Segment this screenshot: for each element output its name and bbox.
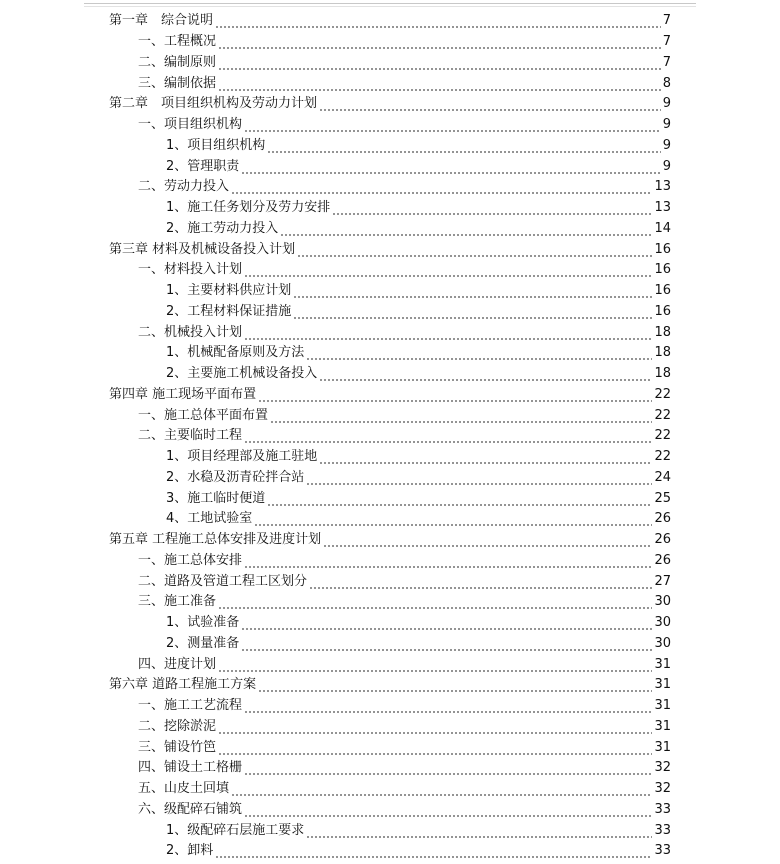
toc-section-entry[interactable] xyxy=(0,717,780,738)
toc-entry-title: 2、测量准备 xyxy=(166,635,240,651)
toc-page-number: 22 xyxy=(654,407,671,423)
toc-page-number: 9 xyxy=(662,158,671,174)
toc-page-number: 30 xyxy=(654,594,671,610)
toc-entry-title: 二、主要临时工程 xyxy=(138,428,243,444)
toc-entry-title: 四、进度计划 xyxy=(138,656,217,672)
toc-dot-leader xyxy=(306,468,652,488)
toc-subsection-entry[interactable] xyxy=(0,219,780,240)
toc-page-number: 22 xyxy=(654,449,671,465)
toc-chapter-entry[interactable] xyxy=(0,94,780,115)
toc-section-entry[interactable] xyxy=(0,571,780,592)
toc-dot-leader xyxy=(215,841,652,861)
toc-page-number: 26 xyxy=(654,532,671,548)
toc-page-number: 16 xyxy=(654,262,671,278)
toc-entry-title: 二、编制原则 xyxy=(138,54,217,70)
toc-page-number: 18 xyxy=(654,324,671,340)
toc-dot-leader xyxy=(323,530,652,550)
toc-subsection-entry[interactable] xyxy=(0,447,780,468)
toc-page-number: 22 xyxy=(654,428,671,444)
toc-section-entry[interactable] xyxy=(0,800,780,821)
toc-entry-title: 1、施工任务划分及劳力安排 xyxy=(166,200,331,216)
toc-page-number: 31 xyxy=(654,677,671,693)
toc-page-number: 24 xyxy=(654,469,671,485)
toc-dot-leader xyxy=(293,281,652,301)
toc-page-number: 32 xyxy=(654,760,671,776)
toc-entry-title: 1、机械配备原则及方法 xyxy=(166,345,305,361)
toc-page-number: 31 xyxy=(654,656,671,672)
toc-entry-title: 第三章 材料及机械设备投入计划 xyxy=(109,241,296,257)
toc-dot-leader xyxy=(270,406,652,426)
toc-section-entry[interactable] xyxy=(0,177,780,198)
toc-entry-title: 一、施工工艺流程 xyxy=(138,698,243,714)
toc-entry-title: 1、项目经理部及施工驻地 xyxy=(166,449,318,465)
toc-entry-title: 三、施工准备 xyxy=(138,594,217,610)
toc-entry-title: 第五章 工程施工总体安排及进度计划 xyxy=(109,532,322,548)
toc-dot-leader xyxy=(241,613,652,633)
toc-section-entry[interactable] xyxy=(0,322,780,343)
toc-entry-title: 1、试验准备 xyxy=(166,615,240,631)
toc-entry-title: 第六章 道路工程施工方案 xyxy=(109,677,257,693)
toc-dot-leader xyxy=(280,219,652,239)
toc-section-entry[interactable] xyxy=(0,53,780,74)
toc-page-number: 16 xyxy=(654,283,671,299)
toc-section-entry[interactable] xyxy=(0,779,780,800)
toc-page-number: 13 xyxy=(654,200,671,216)
toc-entry-title: 1、项目组织机构 xyxy=(166,137,266,153)
toc-dot-leader xyxy=(258,385,652,405)
table-of-contents xyxy=(0,11,780,862)
toc-entry-title: 二、机械投入计划 xyxy=(138,324,243,340)
toc-entry-title: 4、工地试验室 xyxy=(166,511,253,527)
toc-section-entry[interactable] xyxy=(0,696,780,717)
toc-chapter-entry[interactable] xyxy=(0,385,780,406)
toc-section-entry[interactable] xyxy=(0,426,780,447)
page-top-border-inner xyxy=(84,6,696,7)
toc-entry-title: 一、施工总体平面布置 xyxy=(138,407,269,423)
toc-chapter-entry[interactable] xyxy=(0,530,780,551)
toc-entry-title: 五、山皮土回填 xyxy=(138,781,230,797)
toc-page-number: 16 xyxy=(654,241,671,257)
toc-entry-title: 第一章 综合说明 xyxy=(109,13,214,29)
toc-page-number: 8 xyxy=(662,75,671,91)
toc-entry-title: 一、施工总体安排 xyxy=(138,552,243,568)
toc-chapter-entry[interactable] xyxy=(0,239,780,260)
toc-subsection-entry[interactable] xyxy=(0,613,780,634)
toc-page-number: 9 xyxy=(662,117,671,133)
toc-dot-leader xyxy=(241,157,660,177)
toc-section-entry[interactable] xyxy=(0,592,780,613)
toc-dot-leader xyxy=(332,198,652,218)
toc-page-number: 7 xyxy=(662,13,671,29)
toc-page-number: 33 xyxy=(654,822,671,838)
toc-dot-leader xyxy=(218,717,652,737)
toc-page-number: 33 xyxy=(654,843,671,859)
toc-subsection-entry[interactable] xyxy=(0,198,780,219)
toc-subsection-entry[interactable] xyxy=(0,156,780,177)
toc-section-entry[interactable] xyxy=(0,115,780,136)
toc-dot-leader xyxy=(241,634,652,654)
toc-page-number: 30 xyxy=(654,635,671,651)
toc-dot-leader xyxy=(244,696,652,716)
toc-entry-title: 第二章 项目组织机构及劳动力计划 xyxy=(109,96,318,112)
toc-subsection-entry[interactable] xyxy=(0,820,780,841)
toc-page-number: 30 xyxy=(654,615,671,631)
toc-entry-title: 1、级配碎石层施工要求 xyxy=(166,822,305,838)
toc-subsection-entry[interactable] xyxy=(0,302,780,323)
toc-dot-leader xyxy=(218,32,661,52)
toc-entry-title: 三、铺设竹笆 xyxy=(138,739,217,755)
toc-page-number: 31 xyxy=(654,739,671,755)
toc-dot-leader xyxy=(306,343,652,363)
toc-subsection-entry[interactable] xyxy=(0,509,780,530)
toc-dot-leader xyxy=(297,240,652,260)
toc-entry-title: 2、管理职责 xyxy=(166,158,240,174)
toc-section-entry[interactable] xyxy=(0,758,780,779)
toc-dot-leader xyxy=(215,11,661,31)
toc-entry-title: 二、劳动力投入 xyxy=(138,179,230,195)
toc-page-number: 9 xyxy=(662,137,671,153)
toc-entry-title: 1、主要材料供应计划 xyxy=(166,283,292,299)
toc-dot-leader xyxy=(218,738,652,758)
toc-entry-title: 四、铺设土工格栅 xyxy=(138,760,243,776)
toc-dot-leader xyxy=(218,655,652,675)
toc-section-entry[interactable] xyxy=(0,260,780,281)
toc-dot-leader xyxy=(267,489,652,509)
toc-page-number: 18 xyxy=(654,366,671,382)
toc-entry-title: 二、道路及管道工程工区划分 xyxy=(138,573,308,589)
toc-page-number: 31 xyxy=(654,718,671,734)
toc-page-number: 16 xyxy=(654,303,671,319)
toc-dot-leader xyxy=(218,53,661,73)
toc-dot-leader xyxy=(319,447,652,467)
page-top-border xyxy=(84,3,696,4)
toc-dot-leader xyxy=(319,94,661,114)
toc-subsection-entry[interactable] xyxy=(0,468,780,489)
toc-subsection-entry[interactable] xyxy=(0,634,780,655)
toc-page-number: 32 xyxy=(654,781,671,797)
toc-section-entry[interactable] xyxy=(0,737,780,758)
toc-subsection-entry[interactable] xyxy=(0,364,780,385)
toc-dot-leader xyxy=(244,115,661,135)
toc-page-number: 13 xyxy=(654,179,671,195)
toc-subsection-entry[interactable] xyxy=(0,136,780,157)
toc-page-number: 18 xyxy=(654,345,671,361)
toc-entry-title: 二、挖除淤泥 xyxy=(138,718,217,734)
toc-entry-title: 一、项目组织机构 xyxy=(138,117,243,133)
toc-dot-leader xyxy=(231,779,652,799)
toc-page-number: 7 xyxy=(662,54,671,70)
toc-subsection-entry[interactable] xyxy=(0,841,780,862)
toc-entry-title: 第四章 施工现场平面布置 xyxy=(109,386,257,402)
toc-section-entry[interactable] xyxy=(0,551,780,572)
toc-page-number: 14 xyxy=(654,220,671,236)
toc-chapter-entry[interactable] xyxy=(0,675,780,696)
toc-section-entry[interactable] xyxy=(0,405,780,426)
toc-entry-title: 2、卸料 xyxy=(166,843,214,859)
toc-entry-title: 2、主要施工机械设备投入 xyxy=(166,366,318,382)
toc-dot-leader xyxy=(218,592,652,612)
toc-section-entry[interactable] xyxy=(0,73,780,94)
toc-entry-title: 2、水稳及沥青砼拌合站 xyxy=(166,469,305,485)
toc-dot-leader xyxy=(254,509,652,529)
toc-page-number: 27 xyxy=(654,573,671,589)
toc-dot-leader xyxy=(244,758,652,778)
toc-dot-leader xyxy=(231,177,652,197)
toc-section-entry[interactable] xyxy=(0,32,780,53)
toc-page-number: 33 xyxy=(654,801,671,817)
toc-dot-leader xyxy=(309,572,652,592)
toc-dot-leader xyxy=(244,260,652,280)
toc-entry-title: 2、工程材料保证措施 xyxy=(166,303,292,319)
toc-dot-leader xyxy=(244,551,652,571)
toc-subsection-entry[interactable] xyxy=(0,343,780,364)
toc-entry-title: 2、施工劳动力投入 xyxy=(166,220,279,236)
toc-subsection-entry[interactable] xyxy=(0,488,780,509)
toc-page-number: 7 xyxy=(662,34,671,50)
toc-page-number: 25 xyxy=(654,490,671,506)
toc-page-number: 26 xyxy=(654,511,671,527)
toc-entry-title: 一、工程概况 xyxy=(138,34,217,50)
toc-entry-title: 3、施工临时便道 xyxy=(166,490,266,506)
toc-dot-leader xyxy=(293,302,652,322)
toc-page-number: 22 xyxy=(654,386,671,402)
toc-page-number: 9 xyxy=(662,96,671,112)
toc-dot-leader xyxy=(258,675,652,695)
toc-chapter-entry[interactable] xyxy=(0,11,780,32)
toc-page-number: 31 xyxy=(654,698,671,714)
toc-page-number: 26 xyxy=(654,552,671,568)
toc-dot-leader xyxy=(244,426,652,446)
toc-section-entry[interactable] xyxy=(0,654,780,675)
toc-entry-title: 一、材料投入计划 xyxy=(138,262,243,278)
toc-subsection-entry[interactable] xyxy=(0,281,780,302)
toc-entry-title: 六、级配碎石铺筑 xyxy=(138,801,243,817)
toc-dot-leader xyxy=(244,800,652,820)
toc-dot-leader xyxy=(267,136,660,156)
toc-dot-leader xyxy=(218,74,661,94)
toc-entry-title: 三、编制依据 xyxy=(138,75,217,91)
toc-dot-leader xyxy=(306,821,652,841)
toc-dot-leader xyxy=(244,323,652,343)
toc-dot-leader xyxy=(319,364,652,384)
